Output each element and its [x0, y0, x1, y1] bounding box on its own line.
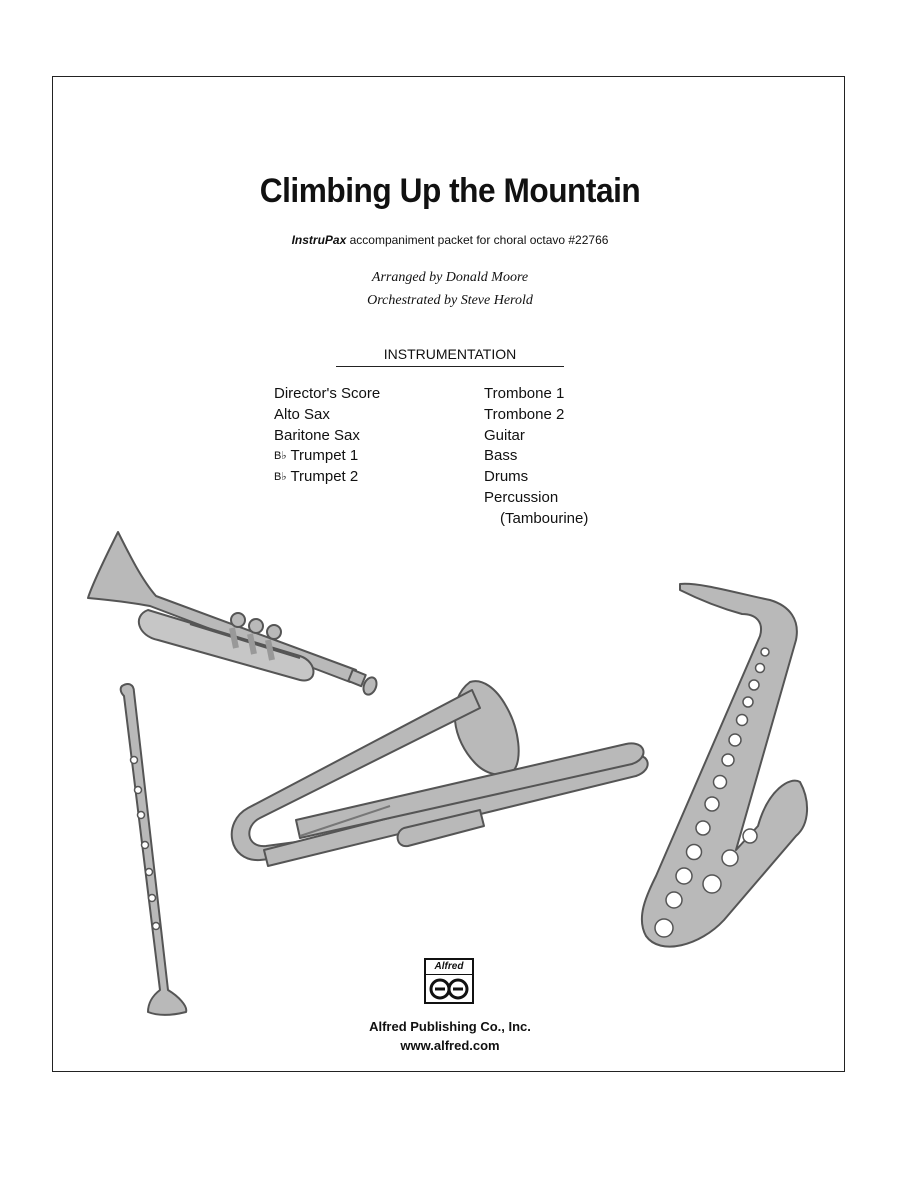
publisher-logo: [424, 958, 474, 1004]
instrument-item: Trombone 2: [484, 405, 565, 423]
b-flat-symbol: B♭: [274, 450, 287, 463]
b-flat-symbol: B♭: [274, 471, 287, 484]
logo-text: Alfred: [426, 960, 472, 975]
instrument-item: B♭ Trumpet 1: [274, 447, 359, 465]
orchestrator-credit: Orchestrated by Steve Herold: [367, 293, 533, 308]
instrument-item: (Tambourine): [500, 509, 589, 527]
instrument-item: Alto Sax: [274, 405, 330, 423]
subtitle-brand: InstruPax: [291, 233, 347, 247]
trumpet-icon: [88, 532, 379, 697]
logo-mark-icon: [429, 977, 469, 1001]
instrumentation-heading: INSTRUMENTATION: [336, 346, 564, 367]
instrument-item: Director's Score: [274, 385, 381, 402]
instrument-item: Trombone 1: [484, 385, 565, 402]
instrument-item: Bass: [484, 447, 518, 465]
instrument-item: Baritone Sax: [274, 426, 360, 444]
trombone-icon: [232, 681, 648, 866]
saxophone-icon: [642, 584, 807, 947]
page-title: Climbing Up the Mountain: [259, 172, 641, 210]
instrument-item: Percussion: [484, 488, 559, 506]
publisher-website[interactable]: www.alfred.com: [400, 1038, 500, 1053]
instrument-item: Drums: [484, 468, 529, 486]
subtitle-text: accompaniment packet for choral octavo #22766: [346, 233, 609, 247]
publisher-name: Alfred Publishing Co., Inc.: [369, 1019, 531, 1034]
arranger-credit: Arranged by Donald Moore: [371, 270, 529, 285]
instrument-item: Guitar: [484, 426, 525, 444]
instrument-item: B♭ Trumpet 2: [274, 468, 359, 486]
clarinet-icon: [121, 684, 187, 1015]
